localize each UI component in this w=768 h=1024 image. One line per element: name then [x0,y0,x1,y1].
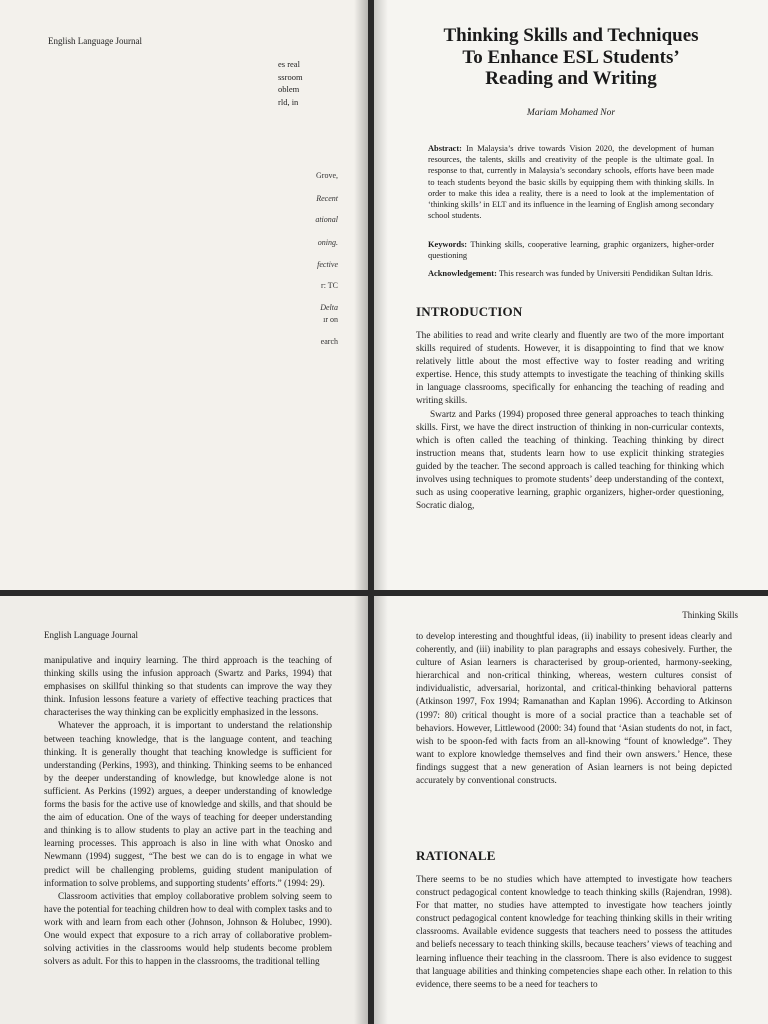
gutter-shadow [374,596,388,1024]
bottom-left-page [0,596,368,1024]
reference-fragment: Recent [316,194,338,203]
gutter-shadow [354,0,368,590]
abstract-label: Abstract: [428,144,462,153]
reference-fragment: Delta [320,303,338,312]
section-heading-rationale: RATIONALE [416,848,496,863]
title-line: To Enhance ESL Students’ [462,46,680,68]
paragraph: Classroom activities that employ collaborative problem solving seem to have the potential for teaching children how to deal with complex tasks and to work with and learn from each other (Johnson, Johnson & Holubec, 1990). One would expect that exposure to a rich array of collaborative problem-solving activities in the classrooms would help students become problem solvers as adult. For this to happen in the classrooms, the traditional telling [44,890,332,967]
keywords-label: Keywords: [428,240,468,249]
keywords [428,239,714,261]
paragraph: There seems to be no studies which have attempted to investigate how teachers construct pedagogical content knowledge to teach thinking skills (Rajendran, 1998). For that matter, no studies have attempted to investigate how teachers jointly construct pedagogical content knowledge for teaching thinking skills in their writing classrooms. Available evidence suggests that teachers need to possess the attitudes and beliefs necessary to teach thinking skills, because teachers’ views of teaching and learning influence their teaching in the classroom. There is also evidence to suggest that language abilities and thinking competencies shape each other. In relation to this evidence, there seems to be a need for teachers to [416,874,732,989]
paragraph: to develop interesting and thoughtful ideas, (ii) inability to present ideas clearly and coherently, and (iii) inability to plan paragraphs and essays cohesively. Further, the culture of Asian learners is characterised by group-oriented, harmony-seeking, hierarchical and non-critical thinking, whereas, western cultures consist of individualistic, adversarial, horizontal, and critical-thinking behavioral patterns (Atkinson 1997, Fox 1994; Ramanathan and Kaplan 1996). According to Atkinson (1997: 80) critical thought is more of a social practice than a teachable set of behaviors. However, Littlewood (2000: 34) found that ‘Asian students do not, in fact, wish to be spoon-fed with facts from an all-knowing “fount of knowledge”. They want to explore knowledge themselves and find their own answers.’ Hence, these findings suggest that a new generation of Asian learners is not being depicted accurately by conventional constructs. [416,631,732,786]
page-body [416,630,732,787]
author-name: Mariam Mohamed Nor [526,108,616,118]
reference-fragment: r: TC [321,281,338,290]
gutter-shadow [374,0,388,590]
paragraph: Whatever the approach, it is important to understand the relationship between teaching knowledge, that is the language content, and teaching thinking. It is generally thought that teaching knowledge is sufficient for understanding (Perkins, 1993), and thinking. Thinking seems to be enhanced by the deeper understanding of knowledge, but knowledge alone is not sufficient. As Perkins (1992) argues, a deeper understanding of knowledge forms the basis for the active use of knowledge and skills, and that should be the aim of education. One of the ways of teaching for deeper understanding and thinking is to allow students to play an active part in the teaching and learning processes. This approach is also in line with what Onosko and Newmann (1994) suggest, “The best we can do is to engage in what we predict will be challenging problems, guiding student manipulation of information to solve problems, and supporting students’ efforts.” (1994: 29). [44,720,332,888]
page-body [44,654,332,968]
reference-fragment: earch [320,337,338,346]
acknowledgement-label: Acknowledgement: [428,269,497,278]
title-line: Thinking Skills and Techniques [443,25,699,46]
running-head: English Language Journal [44,630,138,640]
bottom-right-page [374,596,768,1024]
title-line: Reading and Writing [485,68,657,89]
reference-fragment: fective [317,260,338,269]
reference-fragment: Grove, [316,171,338,180]
rationale-body [416,873,732,991]
gutter-shadow [354,596,368,1024]
text-fragment: rld, in [278,96,299,107]
text-fragment: ssroom [278,71,303,82]
introduction-body [416,330,724,513]
article-title [394,25,748,90]
text-fragment: oblem [278,84,300,95]
section-heading-introduction: INTRODUCTION [416,304,523,319]
running-head: Thinking Skills [682,610,738,620]
top-right-page [374,0,768,590]
top-left-page [0,0,368,590]
text-fragment: es real [278,59,300,69]
cut-text-fragments [278,58,338,108]
running-head: English Language Journal [48,36,142,46]
reference-fragment: ational [315,215,338,224]
acknowledgement-text: This research was funded by Universiti Pendidikan Sultan Idris. [498,269,714,278]
abstract-text: In Malaysia’s drive towards Vision 2020, the development of human resources, the talents, skills and creativity of the people is the ultimate goal. In response to that, currently in Malaysia’s secondary schools, efforts have been made to teach students beyond the basic skills by equipping them with thinking skills. In order to make this idea a reality, there is a need to look at the implementation of ‘thinking skills’ in ELT and its influence in the learning of English among secondary school students. [428,144,714,221]
keywords-text: Thinking skills, cooperative learning, graphic organizers, higher-order questioning [428,240,715,261]
reference-fragment: oning. [317,238,338,247]
paragraph: The abilities to read and write clearly and fluently are two of the more important skills required of students. However, it is disappointing to find that we know relatively little about the most effective way to foster reading and writing expertise. Hence, this study attempts to investigate the teaching of thinking skills in language classrooms, specifically for enhancing the teaching of reading and writing skills. [416,331,724,407]
paragraph: manipulative and inquiry learning. The third approach is the teaching of thinking skills using the infusion approach (Swartz and Parks, 1994) that emphasises on skillful thinking so that students can improve the way they think. Infusion lessons feature a variety of effective teaching practices that characterises the way thinking can be explicitly emphasized in the lessons. [44,655,332,718]
paragraph: Swartz and Parks (1994) proposed three general approaches to teach thinking skills. First, we have the direct instruction of thinking in non-curricular contexts, which is often called the teaching of thinking. Teaching thinking by direct instruction means that, students learn how to use explicit thinking strategies guided by the teacher. The second approach is called teaching for thinking which involves using techniques to promote students’ deep understanding of the context, such as using cooperative learning, graphic organizers, higher-order questioning, Socratic dialog, [416,409,724,512]
abstract [428,143,714,221]
acknowledgement [428,268,714,279]
reference-fragment: ır on [323,315,338,324]
